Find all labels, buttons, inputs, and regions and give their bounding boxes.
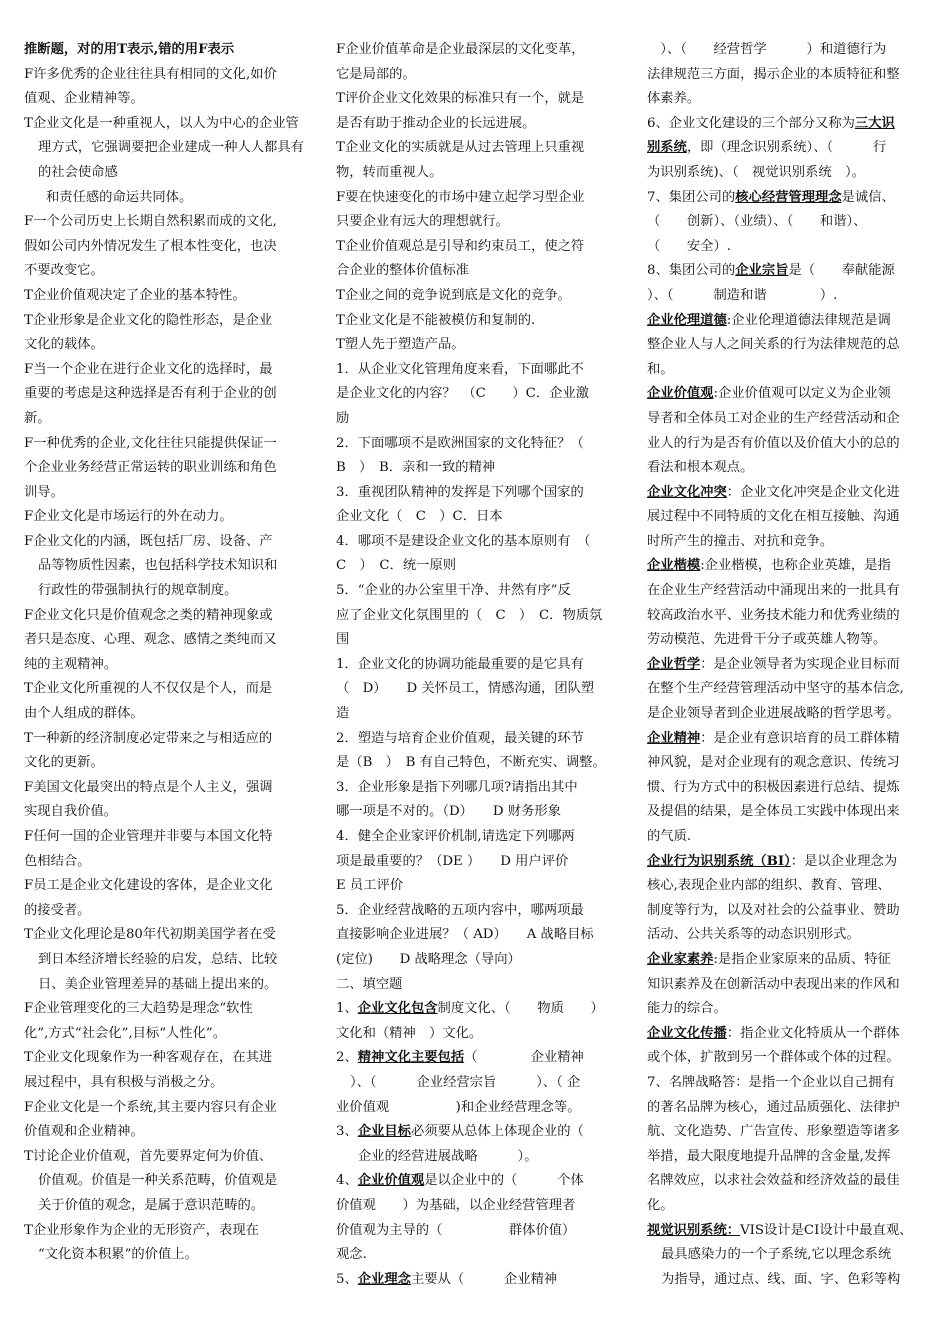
text-line: F企业文化只是价值观念之类的精神现象或: [24, 607, 273, 623]
text-line: 整企业人与人之间关系的行为法律规范的总: [647, 337, 900, 353]
text-line: 4．健全企业家评价机制,请选定下列哪两: [336, 829, 575, 844]
text-line: 二、填空题: [336, 976, 403, 992]
text-line: 5、企业理念主要从（ 企业精神: [336, 1271, 558, 1287]
text-line: 日、美企业管理差异的基础上提出来的。: [38, 976, 278, 992]
key-term: 企业理念: [357, 1271, 411, 1287]
text-line: 劳动模范、先进骨干分子或英雄人物等。: [647, 632, 887, 648]
text-line: 是企业文化的内容？ （C ）C．企业激: [336, 386, 590, 402]
text-line: 物，转而重视人。: [336, 164, 443, 180]
text-line: 航、文化造势、广告宣传、形象塑造等诸多: [647, 1124, 900, 1140]
text-line: 值观、企业精神等。: [24, 91, 144, 107]
key-term: 企业精神: [647, 730, 701, 746]
text-line: 价值观。价值是一种关系范畴，价值观是: [38, 1173, 278, 1189]
text-line: 到日本经济增长经验的启发，总结、比较: [38, 951, 278, 967]
text-line: T企业之间的竞争说到底是文化的竞争。: [336, 287, 571, 303]
text-line: 只要企业有远大的理想就行。: [336, 214, 509, 230]
text-line: 应了企业文化氛围里的（ C ） C．物质氛: [336, 607, 603, 623]
text-line: 举措，最大限度地提升品牌的含金量,发挥: [647, 1148, 891, 1164]
text-line: T企业形象作为企业的无形资产，表现在: [24, 1222, 259, 1238]
text-line: 制度等行为，以及对社会的公益事业、赞助: [647, 902, 900, 918]
text-line: 法律规范三方面，揭示企业的本质特征和整: [647, 66, 900, 82]
text-line: 化。: [647, 1197, 674, 1213]
text-line: F一个公司历史上长期自然积累而成的文化,: [24, 214, 277, 230]
text-line: 行政性的带强制执行的规章制度。: [38, 583, 238, 599]
key-term: 企业价值观: [647, 386, 714, 402]
key-term: 企业文化包含: [357, 1001, 438, 1017]
text-line: T一种新的经济制度必定带来之与相适应的: [24, 730, 273, 746]
text-line: C ） C．统一原则: [336, 558, 457, 574]
text-line: B ） B．亲和一致的精神: [336, 460, 496, 476]
text-line: 新。: [24, 410, 51, 426]
text-line: 企业精神：是企业有意识培育的员工群体精: [647, 730, 900, 746]
text-line: 纯的主观精神。: [24, 656, 118, 672]
text-line: T企业文化理论是80年代初期美国学者在受: [24, 927, 276, 943]
text-line: 视觉识别系统：VIS设计是CI设计中最直观、: [647, 1222, 913, 1238]
text-line: ）、（ 制造和谐 ）.: [647, 287, 838, 303]
text-line: 企业哲学：是企业领导者为实现企业目标而: [647, 656, 900, 672]
text-line: 观念.: [336, 1247, 367, 1263]
text-line: 企业伦理道德:企业伦理道德法律规范是调: [647, 312, 891, 328]
text-line: 实现自我价值。: [24, 804, 118, 820]
text-line: 的著名品牌为核心，通过品质强化、法律护: [647, 1099, 900, 1115]
text-line: “文化资本积累”的价值上。: [38, 1247, 198, 1263]
text-line: 推断题，对的用T表示,错的用F表示: [24, 42, 235, 57]
text-line: 为指导，通过点、线、面、字、色彩等构: [661, 1271, 901, 1287]
text-line: 文化的更新。: [24, 755, 104, 771]
text-line: 较高政治水平、业务技术能力和优秀业绩的: [647, 607, 900, 623]
text-line: 企业行为识别系统（BI）：是以企业理念为: [647, 853, 898, 869]
text-line: 的社会使命感: [38, 164, 118, 180]
key-term: 核心经营管理理念: [735, 189, 842, 205]
key-term: 企业伦理道德: [647, 312, 727, 328]
column-middle: [336, 38, 618, 1292]
text-line: 理方式，它强调要把企业建成一种人人都具有: [38, 140, 304, 156]
text-line: F许多优秀的企业往往具有相同的文化,如价: [24, 66, 277, 82]
text-line: T企业文化的实质就是从过去管理上只重视: [336, 140, 585, 156]
text-line: 是否有助于推动企业的长远进展。: [336, 115, 536, 131]
text-line: 假如公司内外情况发生了根本性变化，也决: [24, 238, 277, 254]
text-line: T企业文化所重视的人不仅仅是个人，而是: [24, 681, 273, 697]
text-line: 文化和（精神 ）文化。: [336, 1025, 483, 1041]
text-line: ）、（ 企业经营宗旨 ）、（ 企: [350, 1074, 581, 1090]
key-term: 企业行为识别系统（BI）: [647, 853, 791, 869]
text-line: F当一个企业在进行企业文化的选择时，最: [24, 361, 273, 377]
text-line: 时所产生的撞击、对抗和竞争。: [647, 533, 834, 549]
text-line: 者只是态度、心理、观念、感情之类纯而又: [24, 632, 277, 648]
text-line: 知识素养及在创新活动中表现出来的作风和: [647, 976, 900, 992]
key-term: 企业楷模: [647, 558, 701, 574]
text-line: 4．哪项不是建设企业文化的基本原则有 （: [336, 533, 591, 549]
text-line: 合企业的整体价值标准: [336, 263, 469, 279]
text-line: 能力的综合。: [647, 1001, 727, 1017]
text-line: 化”,方式“社会化”,目标“人性化”。: [24, 1025, 227, 1041]
text-line: F员工是企业文化建设的客体，是企业文化: [24, 878, 273, 894]
text-line: 直接影响企业进展？（ AD） A 战略目标: [336, 927, 594, 943]
text-line: 哪一项是不对的。（D） D 财务形象: [336, 804, 561, 820]
text-line: 或个体，扩散到另一个群体或个体的过程。: [647, 1050, 900, 1066]
text-line: 品等物质性因素，也包括科学技术知识和: [38, 558, 278, 574]
text-line: 它是局部的。: [336, 66, 416, 82]
text-line: 造: [336, 706, 350, 722]
text-line: F任何一国的企业管理并非要与本国文化特: [24, 829, 273, 844]
text-line: 文化的载体。: [24, 337, 104, 353]
text-line: 5．企业经营战略的五项内容中，哪两项最: [336, 902, 584, 918]
text-line: 在整个生产经营管理活动中坚守的基本信念,: [647, 681, 904, 697]
key-term: 企业宗旨: [735, 263, 789, 279]
text-line: 6、企业文化建设的三个部分又称为三大识: [647, 115, 895, 131]
text-line: 及提倡的结果，是全体员工实践中体现出来: [647, 804, 900, 820]
text-line: 3．重视团队精神的发挥是下列哪个国家的: [336, 484, 584, 500]
text-line: 重要的考虑是这种选择是否有利于企业的创: [24, 386, 277, 402]
key-term: 企业文化传播: [647, 1025, 727, 1041]
text-line: 7、名牌战略答：是指一个企业以自己拥有: [647, 1074, 895, 1090]
key-term: 企业家素养: [647, 951, 714, 967]
text-line: 价值观为主导的（ 群体价值）: [336, 1222, 576, 1238]
text-line: 企业文化（ C ）C．日本: [336, 509, 503, 525]
text-line: 在企业生产经营活动中涌现出来的一批具有: [647, 583, 900, 599]
key-term: 企业哲学: [647, 656, 701, 672]
text-line: F企业管理变化的三大趋势是理念“软性: [24, 1001, 253, 1017]
text-line: F美国文化最突出的特点是个人主义，强调: [24, 779, 273, 795]
text-line: 3、企业目标必须要从总体上体现企业的（: [336, 1124, 584, 1140]
text-line: 体素养。: [647, 91, 701, 107]
key-term: 别系统: [647, 140, 687, 156]
text-line: 是企业领导者到企业进展战略的哲学思考。: [647, 706, 900, 722]
key-term: 视觉识别系统：: [647, 1222, 741, 1238]
text-line: 个企业业务经营正常运转的职业训练和角色: [24, 460, 277, 476]
text-line: 8、集团公司的企业宗旨是（ 奉献能源: [647, 263, 895, 279]
text-line: （ D） D 关怀员工，情感沟通，团队塑: [336, 681, 595, 697]
text-line: 2、精神文化主要包括（ 企业精神: [336, 1050, 584, 1066]
key-term: 三大识: [854, 115, 895, 131]
text-line: 惯、行为方式中的积极因素进行总结、提炼: [647, 779, 900, 795]
text-line: 励: [336, 410, 350, 426]
column-left: [24, 38, 330, 1268]
text-line: 5．“企业的办公室里干净、井然有序”反: [336, 583, 571, 599]
text-line: 色相结合。: [24, 853, 91, 869]
text-line: T企业文化是一种重视人，以人为中心的企业管: [24, 115, 299, 131]
text-line: 训导。: [24, 484, 64, 500]
text-line: ）、（ 经营哲学 ）和道德行为: [647, 42, 887, 57]
text-line: T企业形象是企业文化的隐性形态，是企业: [24, 312, 273, 328]
text-line: F企业文化的内涵，既包括厂房、设备、产: [24, 533, 273, 549]
text-line: （ 创新）、（业绩）、（ 和谐）、: [647, 214, 867, 230]
text-line: 企业家素养:是指企业家原来的品质、特征: [647, 951, 891, 967]
column-right: [647, 38, 927, 1292]
text-line: 展过程中不同特质的文化在相互接触、沟通: [647, 509, 900, 525]
text-line: 的气质.: [647, 829, 692, 844]
text-line: T企业价值观决定了企业的基本特性。: [24, 287, 246, 303]
text-line: 1．企业文化的协调功能最重要的是它具有: [336, 656, 584, 672]
text-line: 导者和全体员工对企业的生产经营活动和企: [647, 410, 900, 426]
text-line: 1、企业文化包含制度文化、（ 物质 ）: [336, 1001, 604, 1017]
text-line: 是（B ） B 有自己特色，不断充实、调整。: [336, 755, 606, 771]
text-line: T企业文化是不能被模仿和复制的.: [336, 312, 536, 328]
text-line: 价值观和企业精神。: [24, 1124, 144, 1140]
text-line: F企业价值革命是企业最深层的文化变革，: [336, 42, 585, 57]
text-line: 看法和根本观点。: [647, 460, 754, 476]
text-line: 展过程中，具有积极与消极之分。: [24, 1074, 224, 1090]
text-line: F企业文化是一个系统,其主要内容只有企业: [24, 1099, 277, 1115]
text-line: 1．从企业文化管理角度来看，下面哪此不: [336, 361, 584, 377]
text-line: 企业的经营进展战略 ）。: [358, 1148, 538, 1164]
text-line: 别系统，即（理念识别系统）、（ 行: [647, 140, 887, 156]
text-line: 2．下面哪项不是欧洲国家的文化特征？（: [336, 435, 584, 451]
text-line: T企业文化现象作为一种客观存在，在其进: [24, 1050, 273, 1066]
text-line: 和。: [647, 361, 674, 377]
key-term: 精神文化主要包括: [357, 1050, 465, 1066]
text-line: 企业楷模:企业楷模，也称企业英雄，是指: [647, 558, 891, 574]
text-line: F企业文化是市场运行的外在动力。: [24, 509, 233, 525]
text-line: E 员工评价: [336, 878, 404, 894]
text-line: 2．塑造与培育企业价值观，最关键的环节: [336, 730, 584, 746]
text-line: 的接受者。: [24, 902, 91, 918]
text-line: 活动、公共关系等的动态识别形式。: [647, 927, 860, 943]
text-line: 项是最重要的？（DE ） D 用户评价: [336, 853, 569, 869]
text-line: 核心,表现企业内部的组织、教育、管理、: [647, 878, 891, 894]
text-line: 围: [336, 632, 350, 648]
key-term: 企业文化冲突: [647, 484, 727, 500]
text-line: 企业价值观:企业价值观可以定义为企业领: [647, 386, 891, 402]
text-line: T评价企业文化效果的标准只有一个，就是: [336, 91, 585, 107]
text-line: 和责任感的命运共同体。: [46, 189, 193, 205]
text-line: 最具感染力的一个子系统,它以理念系统: [661, 1247, 892, 1263]
text-line: 为识别系统)、（ 视觉识别系统 ）。: [647, 164, 865, 180]
text-line: 4、企业价值观是以企业中的（ 个体: [336, 1173, 584, 1189]
text-line: T企业价值观总是引导和约束员工，使之符: [336, 238, 585, 254]
text-line: 业人的行为是否有价值以及价值大小的总的: [647, 435, 900, 451]
text-line: 不要改变它。: [24, 263, 104, 279]
text-line: 神风貌，是对企业现有的观念意识、传统习: [647, 755, 900, 771]
text-line: 7、集团公司的核心经营管理理念是诚信、: [647, 189, 895, 205]
text-line: （ 安全）.: [647, 238, 732, 254]
text-line: 名牌效应，以求社会效益和经济效益的最佳: [647, 1173, 900, 1189]
key-term: 企业目标: [357, 1124, 411, 1140]
text-line: 由个人组成的群体。: [24, 706, 144, 722]
text-line: (定位) D 战略理念（导向）: [336, 951, 521, 967]
text-line: F要在快速变化的市场中建立起学习型企业: [336, 189, 585, 205]
text-line: 企业文化传播：指企业文化特质从一个群体: [647, 1025, 900, 1041]
text-line: 企业文化冲突：企业文化冲突是企业文化进: [647, 484, 900, 500]
text-line: T塑人先于塑造产品。: [336, 337, 465, 353]
text-line: F一种优秀的企业,文化往往只能提供保证一: [24, 435, 277, 451]
text-line: 业价值观 )和企业经营理念等。: [336, 1099, 581, 1115]
text-line: 3．企业形象是指下列哪几项?请指出其中: [336, 779, 578, 795]
text-line: 关于价值的观念，是属于意识范畴的。: [38, 1197, 265, 1213]
text-line: T讨论企业价值观，首先要界定何为价值、: [24, 1148, 273, 1164]
text-line: 价值观 ）为基础，以企业经营管理者: [336, 1197, 576, 1213]
key-term: 企业价值观: [357, 1173, 425, 1189]
